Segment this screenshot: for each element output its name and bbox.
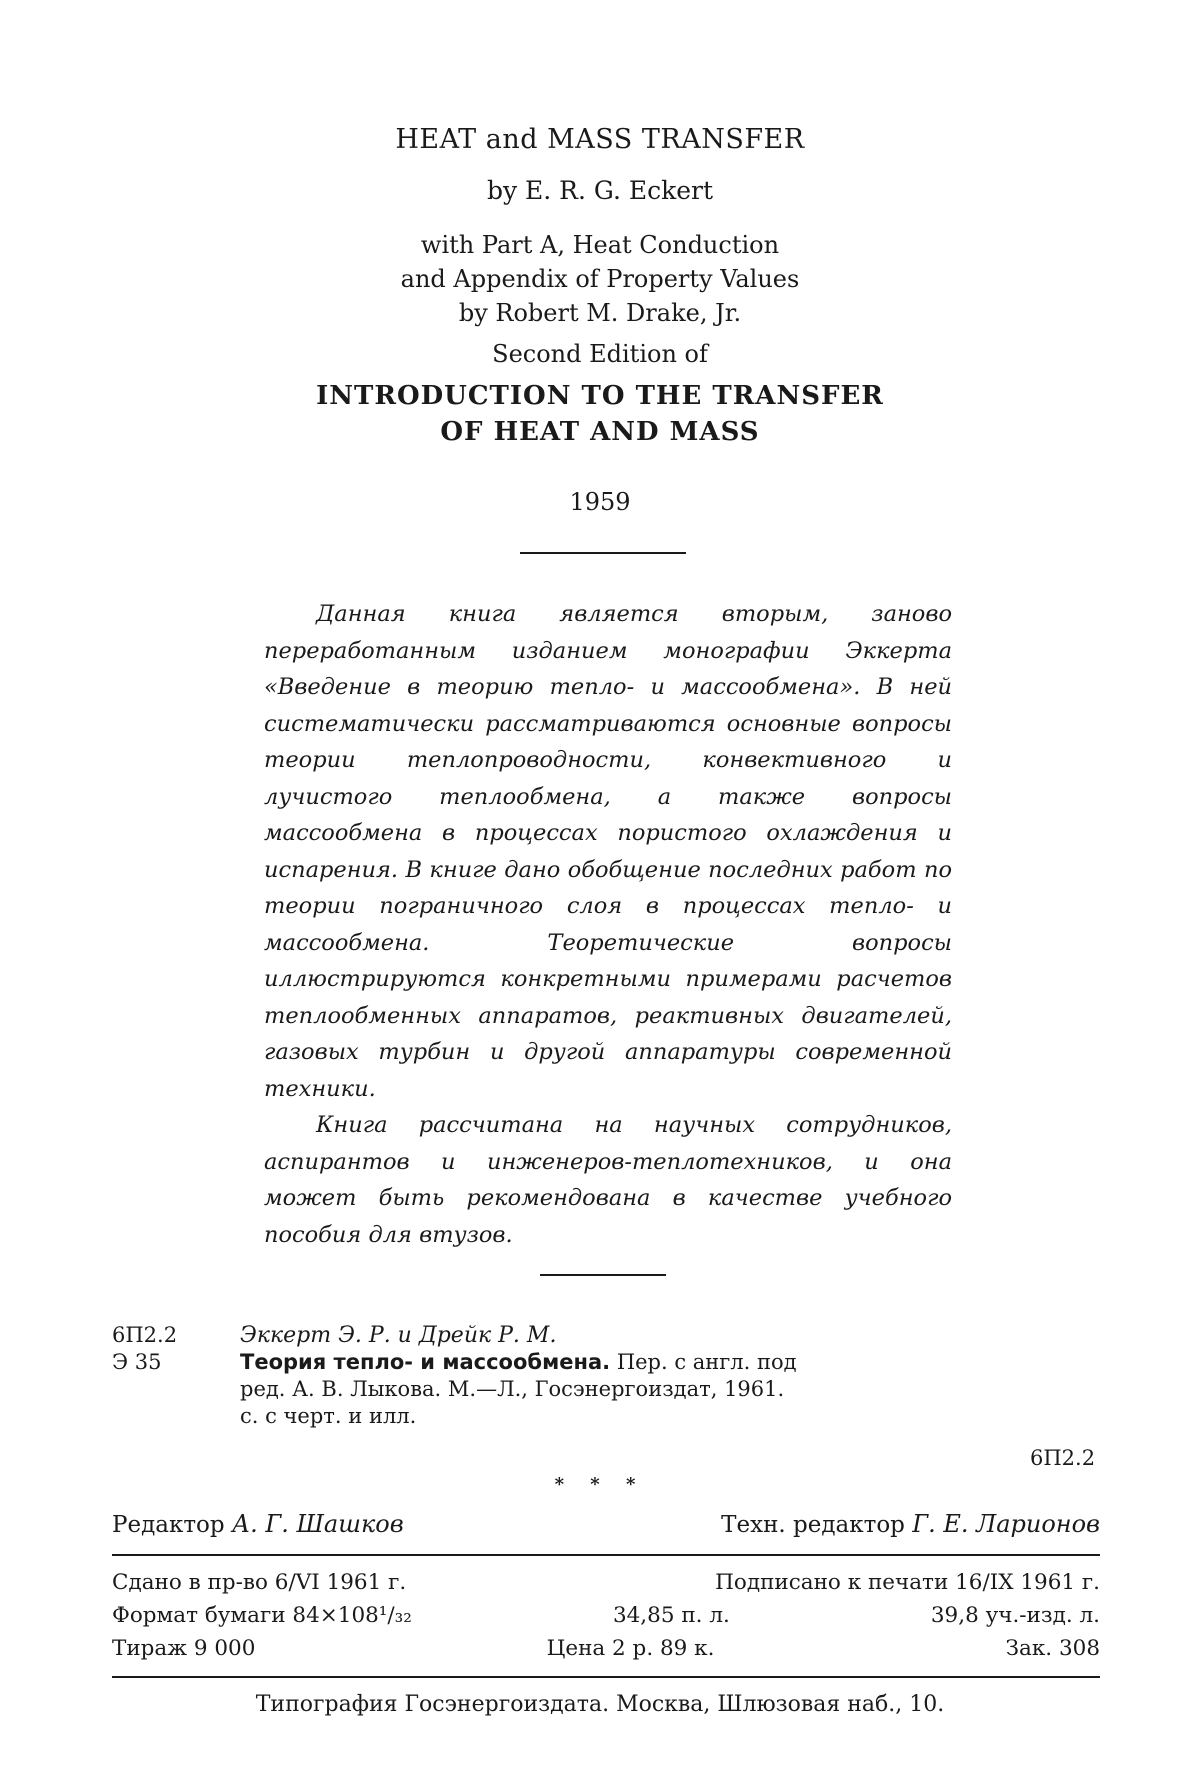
order-number: Зак. 308 bbox=[1005, 1636, 1100, 1661]
catalog-authors: Эккерт Э. Р. и Дрейк Р. М. bbox=[240, 1323, 557, 1348]
coauthor-block bbox=[0, 228, 1200, 330]
divider-imprint-top bbox=[112, 1554, 1100, 1556]
abstract-paragraph: Книга рассчитана на научных сотрудников, аспирантов и инженеров-теплотехников, и она может быть рекомендована в качестве учебного пособия для втузов. bbox=[264, 1112, 952, 1248]
catalog-book-title: Теория тепло- и массообмена. bbox=[240, 1350, 611, 1374]
coauthor-line: and Appendix of Property Values bbox=[400, 265, 800, 293]
abstract bbox=[264, 596, 952, 1253]
english-author: by E. R. G. Eckert bbox=[486, 176, 714, 205]
divider-middle bbox=[540, 1274, 666, 1276]
author-mark: Э 35 bbox=[112, 1350, 162, 1374]
circulation: Тираж 9 000 bbox=[112, 1636, 256, 1661]
divider-imprint-bottom bbox=[112, 1676, 1100, 1678]
english-title: HEAT and MASS TRANSFER bbox=[395, 124, 805, 155]
edition-line: Second Edition of bbox=[492, 340, 708, 368]
printer-line: Типография Госэнергоиздата. Москва, Шлюзовая наб., 10. bbox=[255, 1692, 945, 1717]
original-title-line: OF HEAT AND MASS bbox=[440, 417, 760, 447]
price: Цена 2 р. 89 к. bbox=[546, 1636, 715, 1661]
printed-sheets: 34,85 п. л. bbox=[612, 1603, 730, 1628]
original-title bbox=[0, 378, 1200, 450]
publisher-sheets: 39,8 уч.-изд. л. bbox=[930, 1603, 1100, 1628]
tech-editor-label: Техн. редактор bbox=[721, 1512, 905, 1538]
publication-year: 1959 bbox=[569, 488, 631, 516]
separator-stars: * * * bbox=[554, 1474, 646, 1495]
submitted-date: Сдано в пр-во 6/VI 1961 г. bbox=[112, 1570, 407, 1595]
original-title-line: INTRODUCTION TO THE TRANSFER bbox=[316, 381, 884, 411]
editor-name: А. Г. Шашков bbox=[231, 1510, 404, 1538]
catalog-card bbox=[112, 1322, 1012, 1430]
catalog-details: с. с черт. и илл. bbox=[240, 1404, 417, 1428]
signed-date: Подписано к печати 16/IX 1961 г. bbox=[715, 1570, 1100, 1595]
imprint-block bbox=[112, 1566, 1100, 1665]
editors-line bbox=[112, 1510, 1100, 1538]
coauthor-line: with Part A, Heat Conduction bbox=[420, 231, 780, 259]
catalog-details: ред. А. В. Лыкова. М.—Л., Госэнергоиздат, 1961. bbox=[240, 1377, 785, 1401]
paper-format: Формат бумаги 84×108¹/₃₂ bbox=[112, 1603, 412, 1628]
editor-label: Редактор bbox=[112, 1512, 225, 1538]
index-code: 6П2.2 bbox=[1030, 1446, 1096, 1470]
abstract-paragraph: Данная книга является вторым, заново переработанным изданием монографии Эккерта «Введение в теорию тепло- и массообмена». В ней систематически рассматриваются основные вопросы теории теплопроводности, конвективного и лучистого теплообмена, а также вопросы массообмена в процессах пористого охлаждения и испарения. В книге дано обобщение последних работ по теории пограничного слоя в процессах тепло- и массообмена. Теоретические вопросы иллюстрируются конкретными примерами расчетов теплообменных аппаратов, реактивных двигателей, газовых турбин и другой аппаратуры современной техники. bbox=[264, 601, 952, 1102]
divider-top bbox=[520, 552, 686, 554]
coauthor-line: by Robert M. Drake, Jr. bbox=[458, 299, 742, 327]
tech-editor-name: Г. Е. Ларионов bbox=[912, 1510, 1100, 1538]
catalog-details: Пер. с англ. под bbox=[610, 1350, 797, 1374]
classification-code: 6П2.2 bbox=[112, 1323, 178, 1347]
